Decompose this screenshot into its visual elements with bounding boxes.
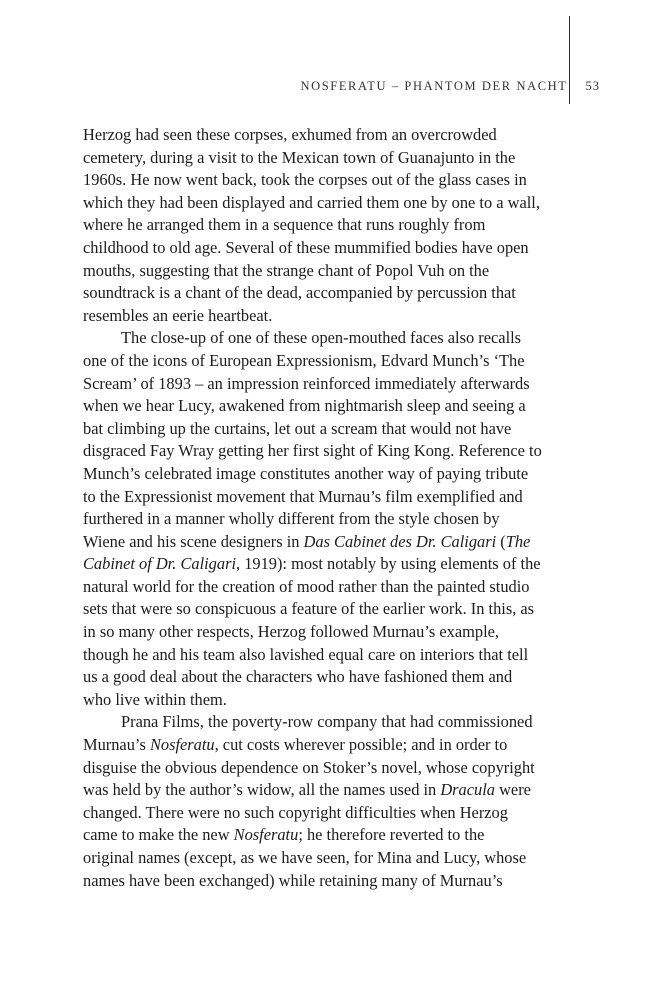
header-vertical-rule [569,16,570,104]
text-line: names have been exchanged) while retaining many of Murnau’s [83,870,503,890]
italic-title: Nosferatu [233,825,299,845]
text-segment: Wiene and his scene designers in [83,531,304,551]
text-line: to the Expressionist movement that Murnau’s film exemplified and [83,486,523,506]
text-line: Herzog had seen these corpses, exhumed from an overcrowded [83,125,497,144]
text-segment: was held by the author’s widow, all the names used in [83,780,441,800]
text-line [83,553,573,576]
text-line: one of the icons of European Expressionism, Edvard Munch’s ‘The [83,350,525,370]
text-segment: were [494,780,531,800]
text-line: changed. There were no such copyright difficulties when Herzog [83,802,508,822]
text-line: which they had been displayed and carried them one by one to a wall, [83,192,540,212]
text-line: who live within them. [83,689,227,709]
italic-title: The [505,531,531,551]
text-segment: Murnau’s [83,735,150,755]
text-line: 1960s. He now went back, took the corpses out of the glass cases in [83,170,527,190]
text-line: cemetery, during a visit to the Mexican town of Guanajunto in the [83,147,516,167]
italic-title: Dracula [440,780,495,800]
body-text [83,124,573,892]
running-header [300,79,600,94]
text-line: though he and his team also lavished equal care on interiors that tell [83,644,529,664]
text-line: The close-up of one of these open-mouthed faces also recalls [121,328,522,348]
text-segment: , cut costs wherever possible; and in order to [214,735,508,755]
text-line: natural world for the creation of mood rather than the painted studio [83,576,530,596]
page-number: 53 [585,79,600,93]
italic-title: Nosferatu [149,735,215,755]
text-line [83,531,573,554]
text-line: furthered in a manner wholly different from the style chosen by [83,509,500,529]
text-segment: , 1919): most notably by using elements of the [236,554,541,574]
text-line: original names (except, as we have seen, for Mina and Lucy, whose [83,848,527,867]
text-line: Munch’s celebrated image constitutes another way of paying tribute [83,463,529,483]
text-line: when we hear Lucy, awakened from nightmarish sleep and seeing a [83,396,526,416]
text-line [83,824,573,847]
text-line [83,779,573,802]
text-line: soundtrack is a chant of the dead, accompanied by percussion that [83,283,516,303]
text-line [83,734,573,757]
text-line: disgraced Fay Wray getting her first sight of King Kong. Reference to [83,441,542,461]
text-segment: came to make the new [83,825,234,845]
text-line: Prana Films, the poverty-row company that had commissioned [121,712,533,732]
italic-title: Das Cabinet des Dr. Caligari [303,531,497,551]
text-line: where he arranged them in a sequence that runs roughly from [83,215,486,235]
text-segment: ; he therefore reverted to the [298,825,485,845]
text-segment: ( [496,531,506,551]
text-line: sets that were so conspicuous a feature of the earlier work. In this, as [83,599,535,619]
text-line: us a good deal about the characters who have fashioned them and [83,667,513,687]
text-line: bat climbing up the curtains, let out a scream that would not have [83,418,512,438]
running-title: NOSFERATU – PHANTOM DER NACHT [300,79,568,93]
text-line: Scream’ of 1893 – an impression reinforced immediately afterwards [83,373,530,393]
text-line: childhood to old age. Several of these mummified bodies have open [83,237,529,257]
text-line: mouths, suggesting that the strange chant of Popol Vuh on the [83,260,490,280]
italic-title: Cabinet of Dr. Caligari [83,554,236,574]
text-line: in so many other respects, Herzog followed Murnau’s example, [83,622,500,642]
text-line: disguise the obvious dependence on Stoker’s novel, whose copyright [83,757,535,777]
text-line: resembles an eerie heartbeat. [83,305,273,325]
